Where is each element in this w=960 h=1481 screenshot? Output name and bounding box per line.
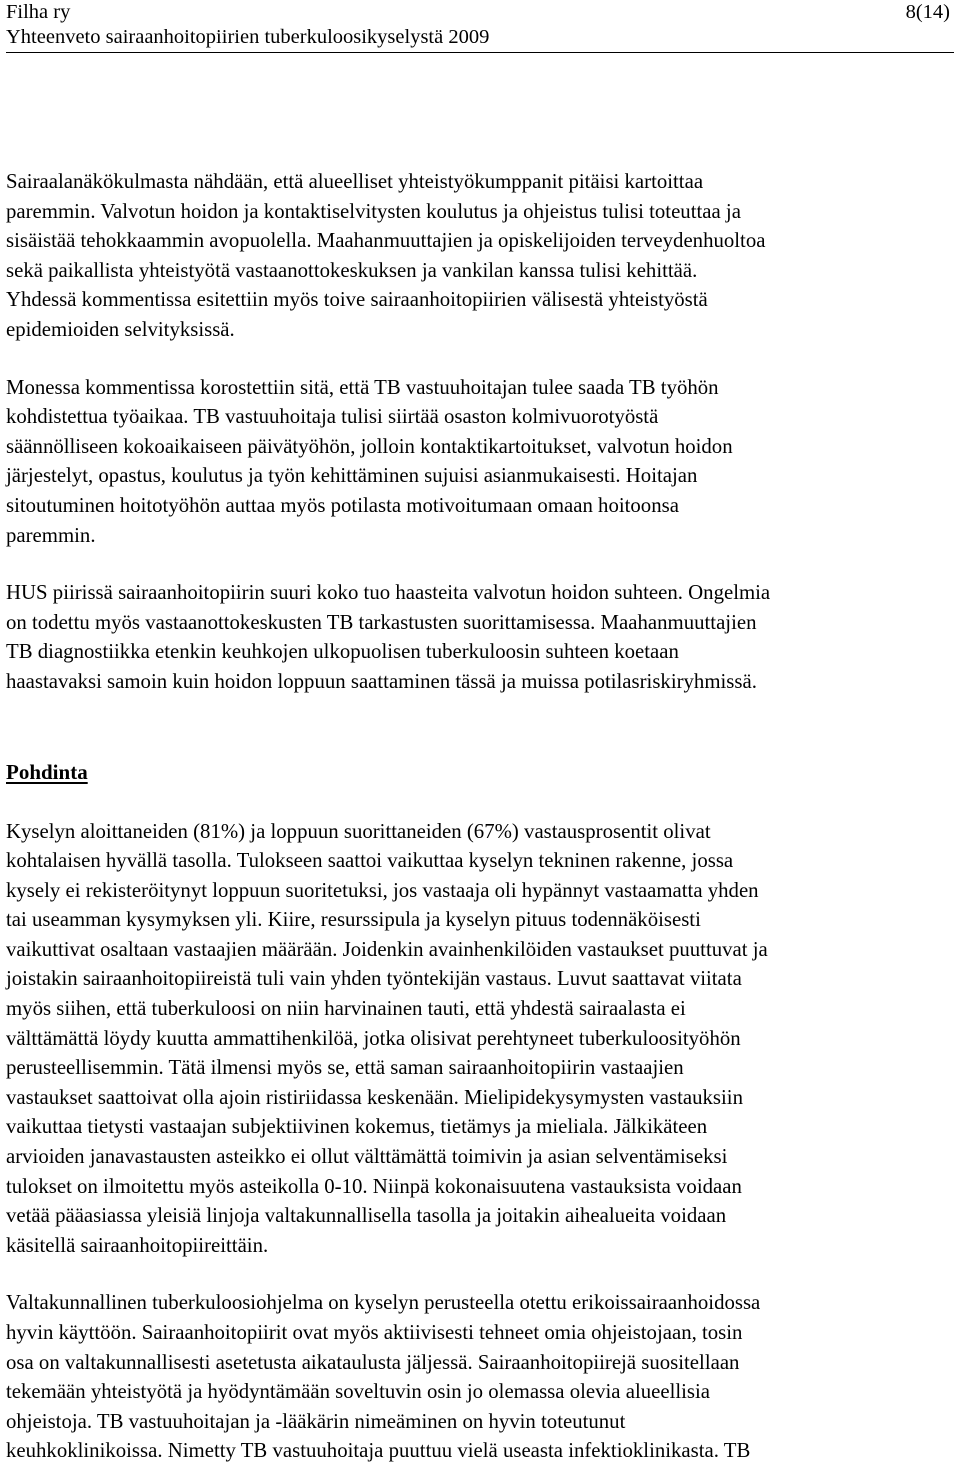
text-line: arvioiden janavastausten asteikko ei ollut välttämättä toimivin ja asian selventämiseksi (6, 1145, 728, 1169)
text-line: perusteellisemmin. Tätä ilmensi myös se, että saman sairaanhoitopiirin vastaajien (6, 1056, 684, 1080)
header-page-number: 8(14) (905, 1, 950, 23)
text-line: TB diagnostiikka etenkin keuhkojen ulkopuolisen tuberkuloosin suhteen koetaan (6, 640, 679, 664)
text-line: tulokset on ilmoitettu myös asteikolla 0-10. Niinpä kokonaisuutena vastauksista voidaan (6, 1174, 742, 1198)
text-line: epidemioiden selvityksissä. (6, 317, 235, 341)
page-header (6, 0, 954, 53)
text-line: paremmin. (6, 523, 96, 547)
paragraph-spacer (6, 345, 954, 373)
text-line: välttämättä löydy kuutta ammattihenkilöä, jotka olisivat perehtyneet tuberkuloosityöhön (6, 1026, 741, 1050)
text-line: tai useamman kysymyksen yli. Kiire, resurssipula ja kyselyn pituus todennäköisesti (6, 908, 701, 932)
text-line: kysely ei rekisteröitynyt loppuun suoritetuksi, jos vastaaja oli hypännyt vastaamatta yhden (6, 878, 759, 902)
paragraph-response-rates (6, 817, 954, 1261)
text-line: vastaukset saattoivat olla ajoin ristiriidassa keskenään. Mielipidekysymysten vastauksiin (6, 1085, 743, 1109)
section-spacer (6, 697, 954, 757)
text-line: järjestelyt, opastus, koulutus ja työn kehittäminen sujuisi asianmukaisesti. Hoitajan (6, 464, 698, 488)
text-line: sisäistää tehokkaammin avopuolella. Maahanmuuttajien ja opiskelijoiden terveydenhuoltoa (6, 229, 766, 253)
text-line: hyvin käyttöön. Sairaanhoitopiirit ovat myös aktiivisesti tehneet omia ohjeistojaan, tosin (6, 1321, 743, 1344)
text-line: haastavaksi samoin kuin hoidon loppuun saattaminen tässä ja muissa potilasriskiryhmissä. (6, 669, 757, 693)
paragraph-tb-nurse-worktime (6, 373, 954, 551)
text-line: joistakin sairaanhoitopiireistä tuli vain yhden työntekijän vastaus. Luvut saattavat viitata (6, 967, 742, 991)
paragraph-national-program (6, 1288, 954, 1466)
text-line: HUS piirissä sairaanhoitopiirin suuri koko tuo haasteita valvotun hoidon suhteen. Ongelmia (6, 581, 771, 605)
text-line: osa on valtakunnallisesti asetetusta aikataulusta jäljessä. Sairaanhoitopiirejä suositellaan (6, 1350, 740, 1374)
paragraph-hus-challenges (6, 578, 954, 696)
text-line: myös siihen, että tuberkuloosi on niin harvinainen tauti, että yhdestä sairaalasta ei (6, 997, 686, 1021)
text-line: ohjeistoja. TB vastuuhoitajan ja -lääkärin nimeäminen on hyvin toteutunut (6, 1409, 626, 1433)
heading-spacer (6, 787, 954, 817)
text-line: Yhdessä kommentissa esitettiin myös toive sairaanhoitopiirien välisestä yhteistyöstä (6, 288, 708, 312)
header-organization: Filha ry (6, 1, 71, 23)
text-line: kohdistettua työaikaa. TB vastuuhoitaja tulisi siirtää osaston kolmivuorotyöstä (6, 405, 659, 429)
text-line: Valtakunnallinen tuberkuloosiohjelma on kyselyn perusteella otettu erikoissairaanhoidossa (6, 1291, 761, 1315)
paragraph-regional-cooperation (6, 167, 954, 345)
text-line: Kyselyn aloittaneiden (81%) ja loppuun suorittaneiden (67%) vastausprosentit olivat (6, 819, 711, 843)
text-line: kohtalaisen hyvällä tasolla. Tulokseen saattoi vaikuttaa kyselyn tekninen rakenne, jossa (6, 849, 734, 873)
text-line: säännölliseen kokoaikaiseen päivätyöhön, jolloin kontaktikartoitukset, valvotun hoidon (6, 434, 733, 458)
text-line: käsitellä sairaanhoitopiireittäin. (6, 1233, 269, 1257)
text-line: vaikuttaa tietysti vastaajan subjektiivinen kokemus, tietämys ja mieliala. Jälkikäteen (6, 1115, 708, 1139)
text-line: Monessa kommentissa korostettiin sitä, että TB vastuuhoitajan tulee saada TB työhön (6, 375, 719, 399)
text-line: paremmin. Valvotun hoidon ja kontaktiselvitysten koulutus ja ohjeistus tulisi toteuttaa ja (6, 199, 741, 223)
text-line: on todettu myös vastaanottokeskusten TB tarkastusten suorittamisessa. Maahanmuuttajien (6, 610, 757, 634)
text-line: vaikuttivat osaltaan vastaajien määrään. Joidenkin avainhenkilöiden vastaukset puuttuvat ja (6, 937, 768, 961)
text-line: sitoutuminen hoitotyöhön auttaa myös potilasta motivoitumaan omaan hoitoonsa (6, 493, 679, 517)
header-document-title: Yhteenveto sairaanhoitopiirien tuberkuloosikyselystä 2009 (6, 26, 490, 48)
paragraph-spacer (6, 550, 954, 578)
document-body (6, 167, 954, 1466)
text-line: keuhkoklinikoissa. Nimetty TB vastuuhoitaja puuttuu vielä useasta infektioklinikasta. TB (6, 1439, 751, 1463)
text-line: sekä paikallista yhteistyötä vastaanottokeskuksen ja vankilan kanssa tulisi kehittää. (6, 258, 698, 282)
text-line: vetää pääasiassa yleisiä linjoja valtakunnallisella tasolla ja joitakin aihealueita voidaan (6, 1204, 727, 1228)
section-heading: Pohdinta (6, 759, 88, 784)
paragraph-spacer (6, 1260, 954, 1288)
text-line: Sairaalanäkökulmasta nähdään, että alueelliset yhteistyökumppanit pitäisi kartoittaa (6, 170, 704, 193)
text-line: tekemään yhteistyötä ja hyödyntämään soveltuvin osin jo olemassa olevia alueellisia (6, 1380, 711, 1404)
